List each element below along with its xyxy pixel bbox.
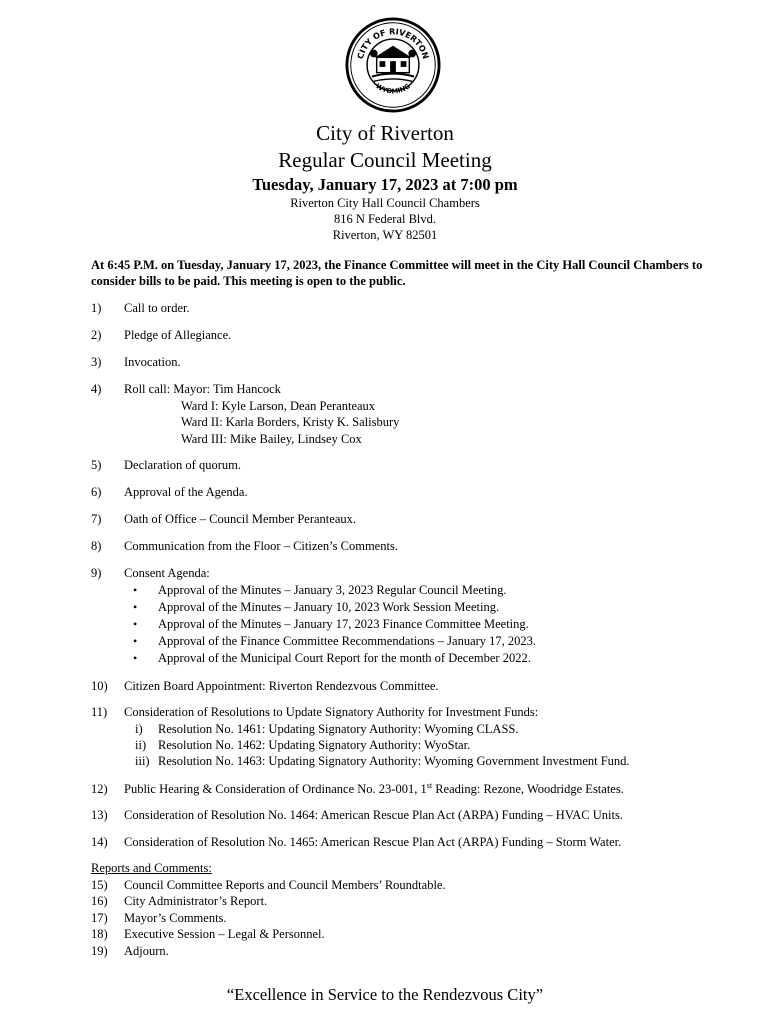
item-text: Call to order.	[124, 301, 190, 315]
item-number: 12)	[91, 782, 108, 796]
item-number: 14)	[91, 835, 108, 849]
item-number: 4)	[91, 382, 102, 396]
seal-top-text: CITY OF RIVERTON	[354, 26, 432, 61]
item-number: 17)	[91, 911, 108, 925]
address-line: 816 N Federal Blvd.	[333, 212, 437, 226]
resolution-number: ii)	[135, 738, 147, 752]
meeting-title: Regular Council Meeting	[278, 148, 492, 172]
resolution-number: iii)	[135, 754, 150, 768]
finance-committee-notice: At 6:45 P.M. on Tuesday, January 17, 2023, the Finance Committee will meet in the City Hall Council Chambers to consider bills to be paid. This meeting is open to the public.	[91, 258, 703, 288]
bullet-icon: •	[133, 617, 138, 631]
city-seal-logo	[345, 17, 441, 113]
item-text: Oath of Office – Council Member Peranteaux.	[124, 512, 356, 526]
resolution-text: Resolution No. 1462: Updating Signatory Authority: WyoStar.	[158, 738, 471, 752]
item-text: Adjourn.	[124, 944, 169, 958]
meeting-datetime: Tuesday, January 17, 2023 at 7:00 pm	[252, 175, 518, 194]
item-number: 11)	[91, 705, 108, 719]
item-number: 10)	[91, 679, 108, 693]
item-number: 13)	[91, 808, 108, 822]
item-text: Approval of the Agenda.	[124, 485, 248, 499]
resolution-text: Resolution No. 1463: Updating Signatory Authority: Wyoming Government Investment Fund.	[158, 754, 630, 768]
ward-member-line: Ward III: Mike Bailey, Lindsey Cox	[181, 432, 362, 446]
item-text: Invocation.	[124, 355, 181, 369]
bullet-icon: •	[133, 634, 138, 648]
city-title: City of Riverton	[316, 121, 454, 145]
item-number: 8)	[91, 539, 102, 553]
consent-item: Approval of the Municipal Court Report for the month of December 2022.	[158, 651, 531, 665]
item-number: 3)	[91, 355, 102, 369]
item-text: Mayor’s Comments.	[124, 911, 227, 925]
item-text: Consideration of Resolution No. 1465: American Rescue Plan Act (ARPA) Funding – Storm Water.	[124, 835, 622, 849]
item-text: Declaration of quorum.	[124, 458, 241, 472]
item-text: Communication from the Floor – Citizen’s Comments.	[124, 539, 398, 553]
bullet-icon: •	[133, 583, 138, 597]
item-text	[124, 781, 624, 798]
city-motto: “Excellence in Service to the Rendezvous City”	[226, 985, 544, 1004]
item-number: 15)	[91, 878, 108, 892]
item-text-part: Reading: Rezone, Woodridge Estates.	[432, 782, 624, 796]
item-number: 1)	[91, 301, 102, 315]
item-number: 18)	[91, 927, 108, 941]
item-text: Consent Agenda:	[124, 566, 210, 580]
item-number: 7)	[91, 512, 102, 526]
address-line: Riverton City Hall Council Chambers	[290, 196, 480, 210]
item-number: 16)	[91, 894, 108, 908]
item-text: Citizen Board Appointment: Riverton Rendezvous Committee.	[124, 679, 439, 693]
item-number: 9)	[91, 566, 102, 580]
item-number: 6)	[91, 485, 102, 499]
item-text: Executive Session – Legal & Personnel.	[124, 927, 325, 941]
consent-item: Approval of the Finance Committee Recommendations – January 17, 2023.	[158, 634, 537, 648]
item-text: Council Committee Reports and Council Members’ Roundtable.	[124, 878, 446, 892]
item-text: City Administrator’s Report.	[124, 894, 268, 908]
reports-heading: Reports and Comments:	[91, 861, 212, 875]
resolution-number: i)	[135, 722, 143, 736]
ward-member-line: Ward II: Karla Borders, Kristy K. Salisbury	[181, 415, 400, 429]
consent-item: Approval of the Minutes – January 10, 2023 Work Session Meeting.	[158, 600, 500, 614]
item-text: Pledge of Allegiance.	[124, 328, 232, 342]
resolution-text: Resolution No. 1461: Updating Signatory Authority: Wyoming CLASS.	[158, 722, 519, 736]
item-text: Roll call: Mayor: Tim Hancock	[124, 382, 281, 396]
item-number: 2)	[91, 328, 102, 342]
item-number: 5)	[91, 458, 102, 472]
ward-member-line: Ward I: Kyle Larson, Dean Peranteaux	[181, 399, 376, 413]
consent-item: Approval of the Minutes – January 3, 2023 Regular Council Meeting.	[158, 583, 507, 597]
bullet-icon: •	[133, 651, 138, 665]
address-line: Riverton, WY 82501	[332, 228, 438, 242]
ordinal-superscript: st	[426, 780, 433, 790]
item-text: Consideration of Resolutions to Update Signatory Authority for Investment Funds:	[124, 705, 539, 719]
item-number: 19)	[91, 944, 108, 958]
item-text-part: Public Hearing & Consideration of Ordinance No. 23-001, 1	[124, 782, 427, 796]
seal-bottom-text: WYOMING	[374, 82, 412, 96]
item-text: Consideration of Resolution No. 1464: American Rescue Plan Act (ARPA) Funding – HVAC Units.	[124, 808, 623, 822]
bullet-icon: •	[133, 600, 138, 614]
consent-item: Approval of the Minutes – January 17, 2023 Finance Committee Meeting.	[158, 617, 529, 631]
